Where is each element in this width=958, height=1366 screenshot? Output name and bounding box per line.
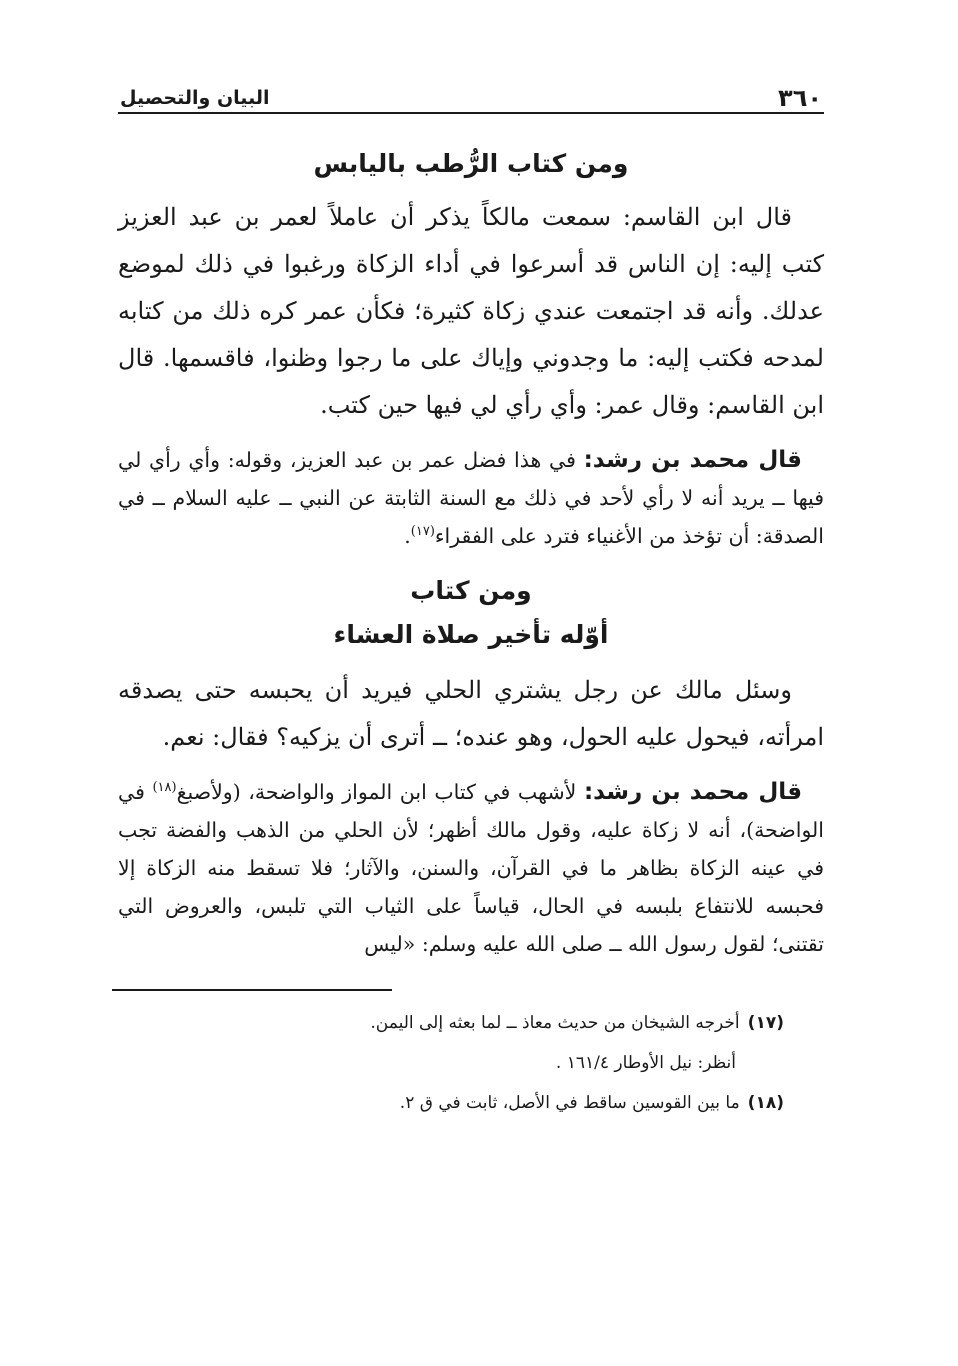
chapter-2-text: وسئل مالك عن رجل يشتري الحلي فيريد أن يحبسه حتى يصدقه امرأته، فيحول عليه الحول، وهو عنده؛ ــ أترى أن يزكيه؟ فقال: نعم. — [118, 676, 824, 751]
footnote-ref-17[interactable]: (١٧) — [410, 524, 435, 540]
chapter-1-title: ومن كتاب الرُّطب باليابس — [313, 149, 629, 178]
chapter-2-title-line1: ومن كتاب — [410, 576, 532, 605]
chapter-1-text: قال ابن القاسم: سمعت مالكاً يذكر أن عاملاً لعمر بن عبد العزيز كتب إليه: إن الناس قد أسرعوا في أداء الزكاة ورغبوا في ذلك لموضع عدلك. وأنه قد اجتمعت عندي زكاة كثيرة؛ فكأن عمر كره ذلك من كتابه لمدحه فكتب إليه: ما وجدوني وإياك على ما رجوا وظنوا، فاقسمها. قال ابن القاسم: وقال عمر: وأي رأي لي فيها حين كتب. — [118, 203, 824, 419]
page-number: ٣٦٠ — [778, 84, 822, 112]
footnotes — [118, 1003, 824, 1123]
footnote-18 — [118, 1083, 824, 1123]
footnote-number: (١٨) — [747, 1093, 784, 1113]
chapter-2-commentary — [118, 773, 824, 963]
commentary-speaker: قال محمد بن رشد: — [583, 447, 802, 473]
chapter-2-heading — [118, 569, 824, 657]
commentary-body-a: لأشهب في كتاب ابن المواز والواضحة، (ولأصبغ — [176, 780, 584, 804]
footnote-17 — [118, 1003, 824, 1043]
footnote-number: (١٧) — [747, 1013, 784, 1033]
commentary-end: . — [404, 524, 411, 548]
footnote-17-reference — [118, 1043, 824, 1083]
footnote-text: أنظر: نيل الأوطار ١٦١/٤ . — [555, 1053, 736, 1073]
chapter-2-title-line2: أوّله تأخير صلاة العشاء — [333, 620, 609, 649]
footnote-separator — [112, 989, 392, 991]
footnote-text: ما بين القوسين ساقط في الأصل، ثابت في ق ٢. — [399, 1093, 740, 1113]
running-title: البيان والتحصيل — [120, 87, 270, 109]
commentary-body-b: في الواضحة)، أنه لا زكاة عليه، وقول مالك أظهر؛ لأن الحلي من الذهب والفضة تجب في عينه الزكاة بظاهر ما في القرآن، والسنن، والآثار؛ فلا تسقط منه الزكاة إلا فحبسه للانتفاع بلبسه في الحال، قياساً على الثياب التي تلبس، والعروض التي تقتنى؛ لقول رسول الله ــ صلى الله عليه وسلم: «ليس — [118, 780, 824, 956]
chapter-1-commentary — [118, 441, 824, 555]
footnote-text: أخرجه الشيخان من حديث معاذ ــ لما بعثه إلى اليمن. — [370, 1013, 740, 1033]
commentary-speaker: قال محمد بن رشد: — [583, 779, 803, 805]
commentary-body: في هذا فضل عمر بن عبد العزيز، وقوله: وأي رأي لي فيها ــ يريد أنه لا رأي لأحد في ذلك مع السنة الثابتة عن النبي ــ عليه السلام ــ في الصدقة: أن تؤخذ من الأغنياء فترد على الفقراء — [118, 448, 824, 548]
running-head — [118, 78, 824, 114]
footnote-ref-18[interactable]: (١٨) — [152, 780, 177, 796]
book-page — [118, 78, 824, 1123]
